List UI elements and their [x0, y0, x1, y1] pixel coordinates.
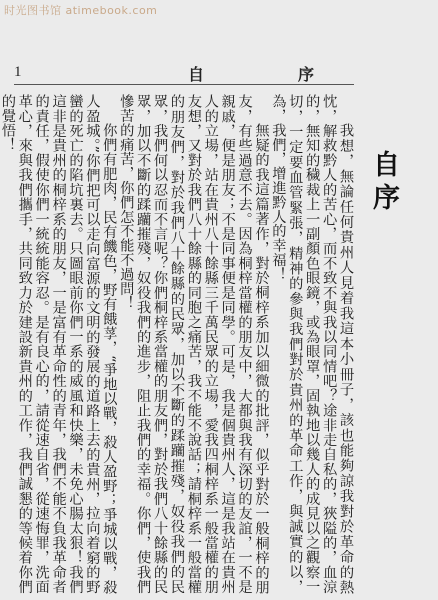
paragraph: 無疑的我這篇著作，對於桐梓系加以細微的批評，似乎對於一般桐梓的朋友，有些過意不去。因為桐梓當權的朋友中，大都與我有深切的友誼，一不是親戚，便是朋友；不是同事便是同學。可是，我是個貴州人，這是我站在貴州人的立場，站在貴州八十餘縣三千萬民眾的立場，愛我四桐梓系一般當權的朋友想，又對於我們八十餘縣的同胞之痛苦，我不能不說話；請桐梓系一般當權的朋友們，對於我們八十餘縣的民眾，加以不斷的蹂躪摧殘，奴役我們的民眾，我們何以忍而不言呢？你們桐梓系當權的朋友們，對於我們八十餘縣的民眾，加以不斷的蹂躪摧殘，奴役我們的進步，阻止我們的幸福。你們，使我們慘苦的痛苦，你們怎不能不過問！: [118, 94, 270, 594]
paragraph: 你們有肥肉，民有饑色，野有餓莩，“爭地以戰，殺人盈野；爭城以戰，殺人盈城。”你們把可以走向富源的文明的發展的道路上去的貴州，拉向着窮的野蠻的死亡的陷坑裏去。只圖眼前你們一系的威風和快樂，未免心腸太狠！我們這非是貴州的桐梓系的朋友，一是富有革命性的青年，我們不能不負我革命者的責任，假使你們一統統能容忍。是有良心的，請從速自省，從速悔罪，洗面革心，來與我們攜手，共同致力於建設新貴州的工作，我們誠懇的等候着你們的覺悟！: [0, 94, 118, 594]
running-header-char: 序: [298, 65, 315, 84]
paragraph: 我想，無論任何貴州人見着我這本小冊子，該也能夠諒我對於革命的熱忱，解救黔人的苦心，而不致不與我以同情吧？途非走自私的，狹隘的，血涼的，無知的穢裁上一副顏色眼鏡，或為眼罩，固執地以幾人的成見以之觀察一切，一定要血管緊張，精神的參與我們對於貴州的革命工作，與誠實的以，為，我們，增進黔人的幸福！: [270, 94, 354, 594]
chapter-title: 自序: [368, 150, 399, 216]
body-text: [0, 94, 354, 594]
page-number: 1: [14, 64, 22, 80]
watermark: 时光图书馆 atimebook.com: [4, 4, 158, 17]
header-rule: [14, 84, 354, 85]
running-header-char: 自: [188, 65, 205, 84]
